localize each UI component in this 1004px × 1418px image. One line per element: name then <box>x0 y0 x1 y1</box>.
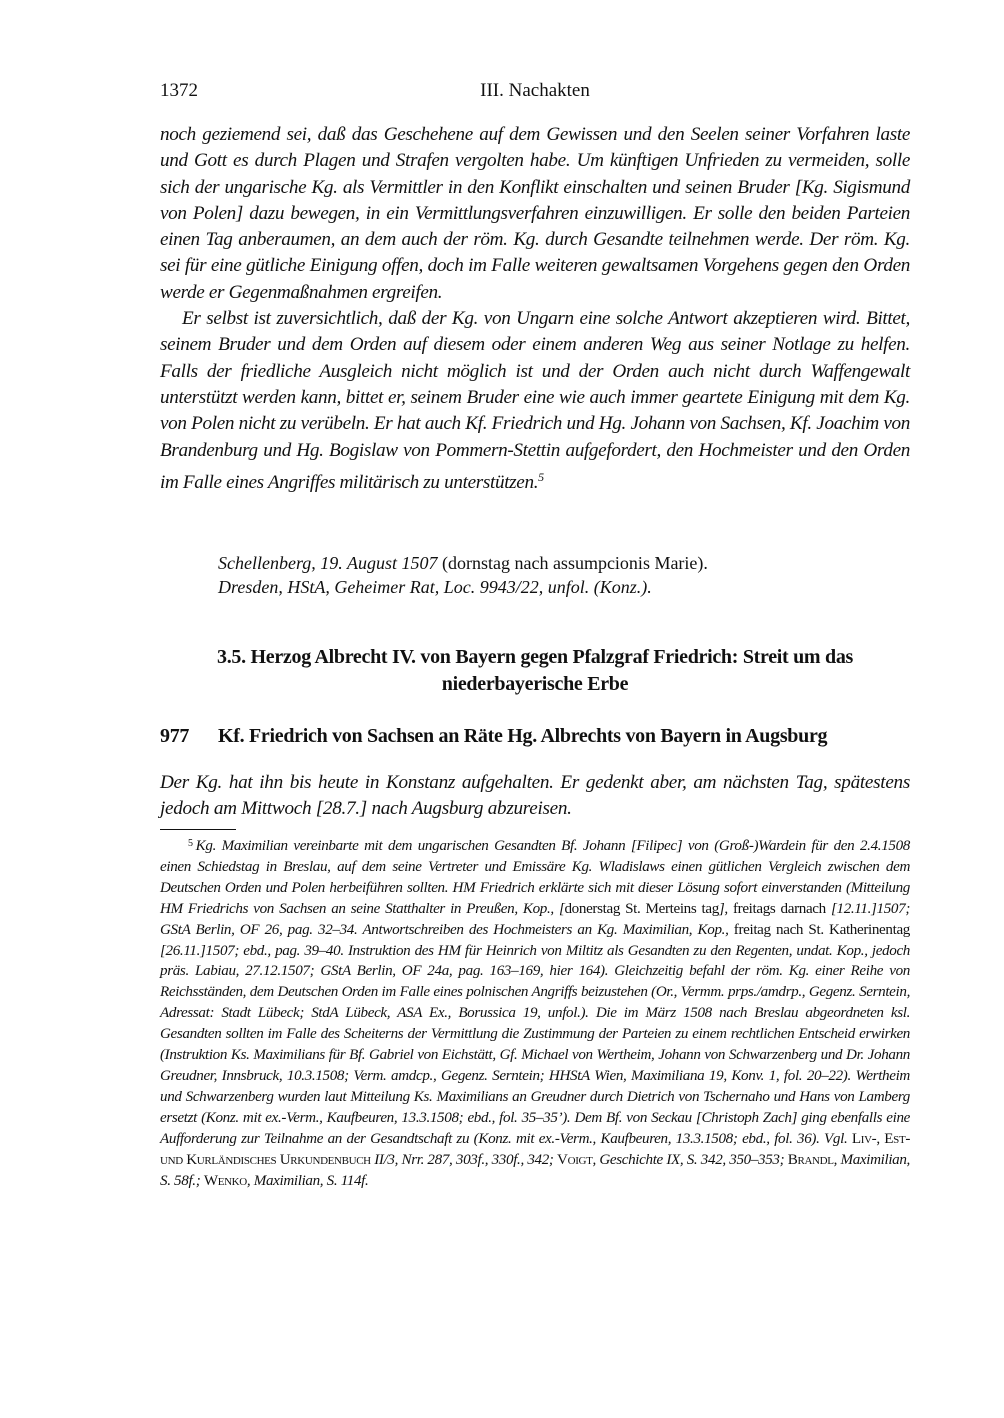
footnote-smallcaps: Liv-, Est- und Kurländisches Urkundenbuch <box>160 1130 910 1168</box>
place-date: Schellenberg, 19. August 1507 <box>218 553 438 573</box>
running-title: III. Nachakten <box>480 80 590 101</box>
paragraph <box>160 306 910 496</box>
paragraph-text: Er selbst ist zuversichtlich, daß der Kg. von Ungarn eine solche Antwort akzeptieren wird. Bittet, seinem Bruder und dem Orden auf diesem oder einem anderen Weg aus seiner Notlage zu helfen. Falls der friedliche Ausgleich nicht möglich ist und der Orden auch nicht durch Waffengewalt unterstützt werden kann, bittet er, seinem Bruder eine wie auch immer geartete Einigung mit dem Kg. von Polen nicht zu verübeln. Er hat auch Kf. Friedrich und Hg. Johann von Sachsen, Kf. Joachim von Brandenburg und Hg. Bogislaw von Pommern-Stettin aufgefordert, den Hochmeister und den Orden im Falle eines Angriffes militärisch zu unterstützen. <box>160 308 910 493</box>
dateline <box>218 551 908 599</box>
footnote-segment: Kg. Maximilian vereinbarte mit dem ungarischen Gesandten Bf. Johann [Filipec] von (Groß-)Wardein für den 2.4.1508 einen Schiedstag in Breslau, auf dem seine Vertreter und Emissäre Kg. Wladislaws einen gütlichen Vergleich zwischen dem Deutschen Orden und Polen herbeiführen sollten. HM Friedrich erklärte sich mit dieser Lösung sofort einverstanden (Mitteilung HM Friedrichs von Sachsen an seine Statthalter in Preußen, Kop., [ <box>160 838 910 917</box>
footnote-author: Wenko <box>203 1172 247 1189</box>
footnote-segment: , Maximilian, S. 58f.; <box>160 1151 910 1189</box>
footnote-marker: 5 <box>188 838 193 849</box>
footnote-author: Brandl <box>787 1151 834 1168</box>
document-title: Kf. Friedrich von Sachsen an Räte Hg. Albrechts von Bayern in Augsburg <box>218 725 828 747</box>
footnote-segment: II/3, Nrr. 287, 303f., 330f., 342; <box>370 1151 558 1168</box>
page-number: 1372 <box>160 80 198 101</box>
regest: Der Kg. hat ihn bis heute in Konstanz aufgehalten. Er gedenkt aber, am nächsten Tag, spätestens jedoch am Mittwoch [28.7.] nach Augsburg abzureisen. <box>160 772 910 819</box>
original-date: (dornstag nach assumpcionis Marie). <box>437 553 708 573</box>
section-heading: 3.5. Herzog Albrecht IV. von Bayern gegen Pfalzgraf Friedrich: Streit um das niederbayerische Erbe <box>217 646 853 695</box>
footnote-segment: , Maximilian, S. 114f. <box>246 1172 369 1189</box>
date-line <box>218 551 908 575</box>
footnote-roman-segment: freitag nach St. Katherinentag <box>733 921 910 938</box>
footnote-segment: [12.11.]1507; GStA Berlin, OF 26, pag. 32–34. Antwortschreiben des Hochmeisters an Kg. Maximilian, Kop., <box>160 900 910 938</box>
running-head <box>160 80 910 106</box>
footnote-author: Voigt <box>557 1151 593 1168</box>
footnote-roman-segment: donerstag St. Merteins tag <box>564 900 719 917</box>
footnote-segment: , Geschichte IX, S. 342, 350–353; <box>592 1151 788 1168</box>
document-heading <box>160 725 910 748</box>
paragraph-text: noch geziemend sei, daß das Geschehene auf dem Gewissen und den Seelen seiner Vorfahren laste und Gott es durch Plagen und Strafen vergolten habe. Um künftigen Unfrieden zu vermeiden, solle sich der ungarische Kg. als Vermittler in den Konflikt einschalten und seinen Bruder [Kg. Sigismund von Polen] dazu bewegen, in ein Vermittlungsverfahren einzuwilligen. Er solle den beiden Parteien einen Tag anberaumen, an dem auch der röm. Kg. durch Gesandte teilnehmen werde. Der röm. Kg. sei für eine gütliche Einigung offen, doch im Falle weiteren gewaltsamen Vorgehens gegen den Orden werde er Gegenmaßnahmen ergreifen. <box>160 124 910 303</box>
footnote-rule <box>160 829 236 830</box>
footnote <box>160 834 910 1191</box>
main-text <box>160 122 910 496</box>
footnote-reference[interactable]: 5 <box>538 469 544 484</box>
footnote-segment: ], <box>718 900 733 917</box>
archival-source: Dresden, HStA, Geheimer Rat, Loc. 9943/22, unfol. (Konz.). <box>218 577 652 597</box>
paragraph <box>160 122 910 306</box>
footnote-roman-segment: freitags darnach <box>732 900 826 917</box>
document-number: 977 <box>160 725 190 747</box>
footnote-text <box>160 834 910 1191</box>
footnote-segment: [26.11.]1507; ebd., pag. 39–40. Instruktion des HM für Heinrich von Miltitz als Gesandten zu den Regenten, undat. Kop., jedoch präs. Labiau, 27.12.1507; GStA Berlin, OF 24a, pag. 163–169, hier 164). Gleichzeitig befahl der röm. Kg. einer Reihe von Reichsständen, dem Deutschen Orden im Falle eines polnischen Angriffs beizustehen (Or., Vermm. prps./amdrp., Gegenz. Serntein, Adressat: Stadt Lübeck; StdA Lübeck, ASA Ex., Borussica 19, unfol.). Die im März 1508 nach Breslau abgeordneten ksl. Gesandten sollten im Falle des Scheiterns der Vermittlung die Zustimmung der Parteien zu einem rechtlichen Entscheid erwirken (Instruktion Ks. Maximilians für Bf. Gabriel von Eichstätt, Gf. Michael von Wertheim, Johann von Schwarzenberg und Dr. Johann Greudner, Innsbruck, 10.3.1508; Verm. amdcp., Gegenz. Serntein; HHStA Wien, Maximiliana 19, Konv. 1, fol. 20–22). Wertheim und Schwarzenberg wurden laut Mitteilung Ks. Maximilians an Greudner durch Dietrich von Tschernaho und Hans von Lamberg ersetzt (Konz. mit ex.-Verm., Kaufbeuren, 13.3.1508; ebd., fol. 35–35’). Dem Bf. von Seckau [Christoph Zach] ging ebenfalls eine Aufforderung zur Teilnahme an der Gesandtschaft zu (Konz. mit ex.-Verm., Kaufbeuren, 13.3.1508; ebd., fol. 36). Vgl. <box>160 942 910 1147</box>
